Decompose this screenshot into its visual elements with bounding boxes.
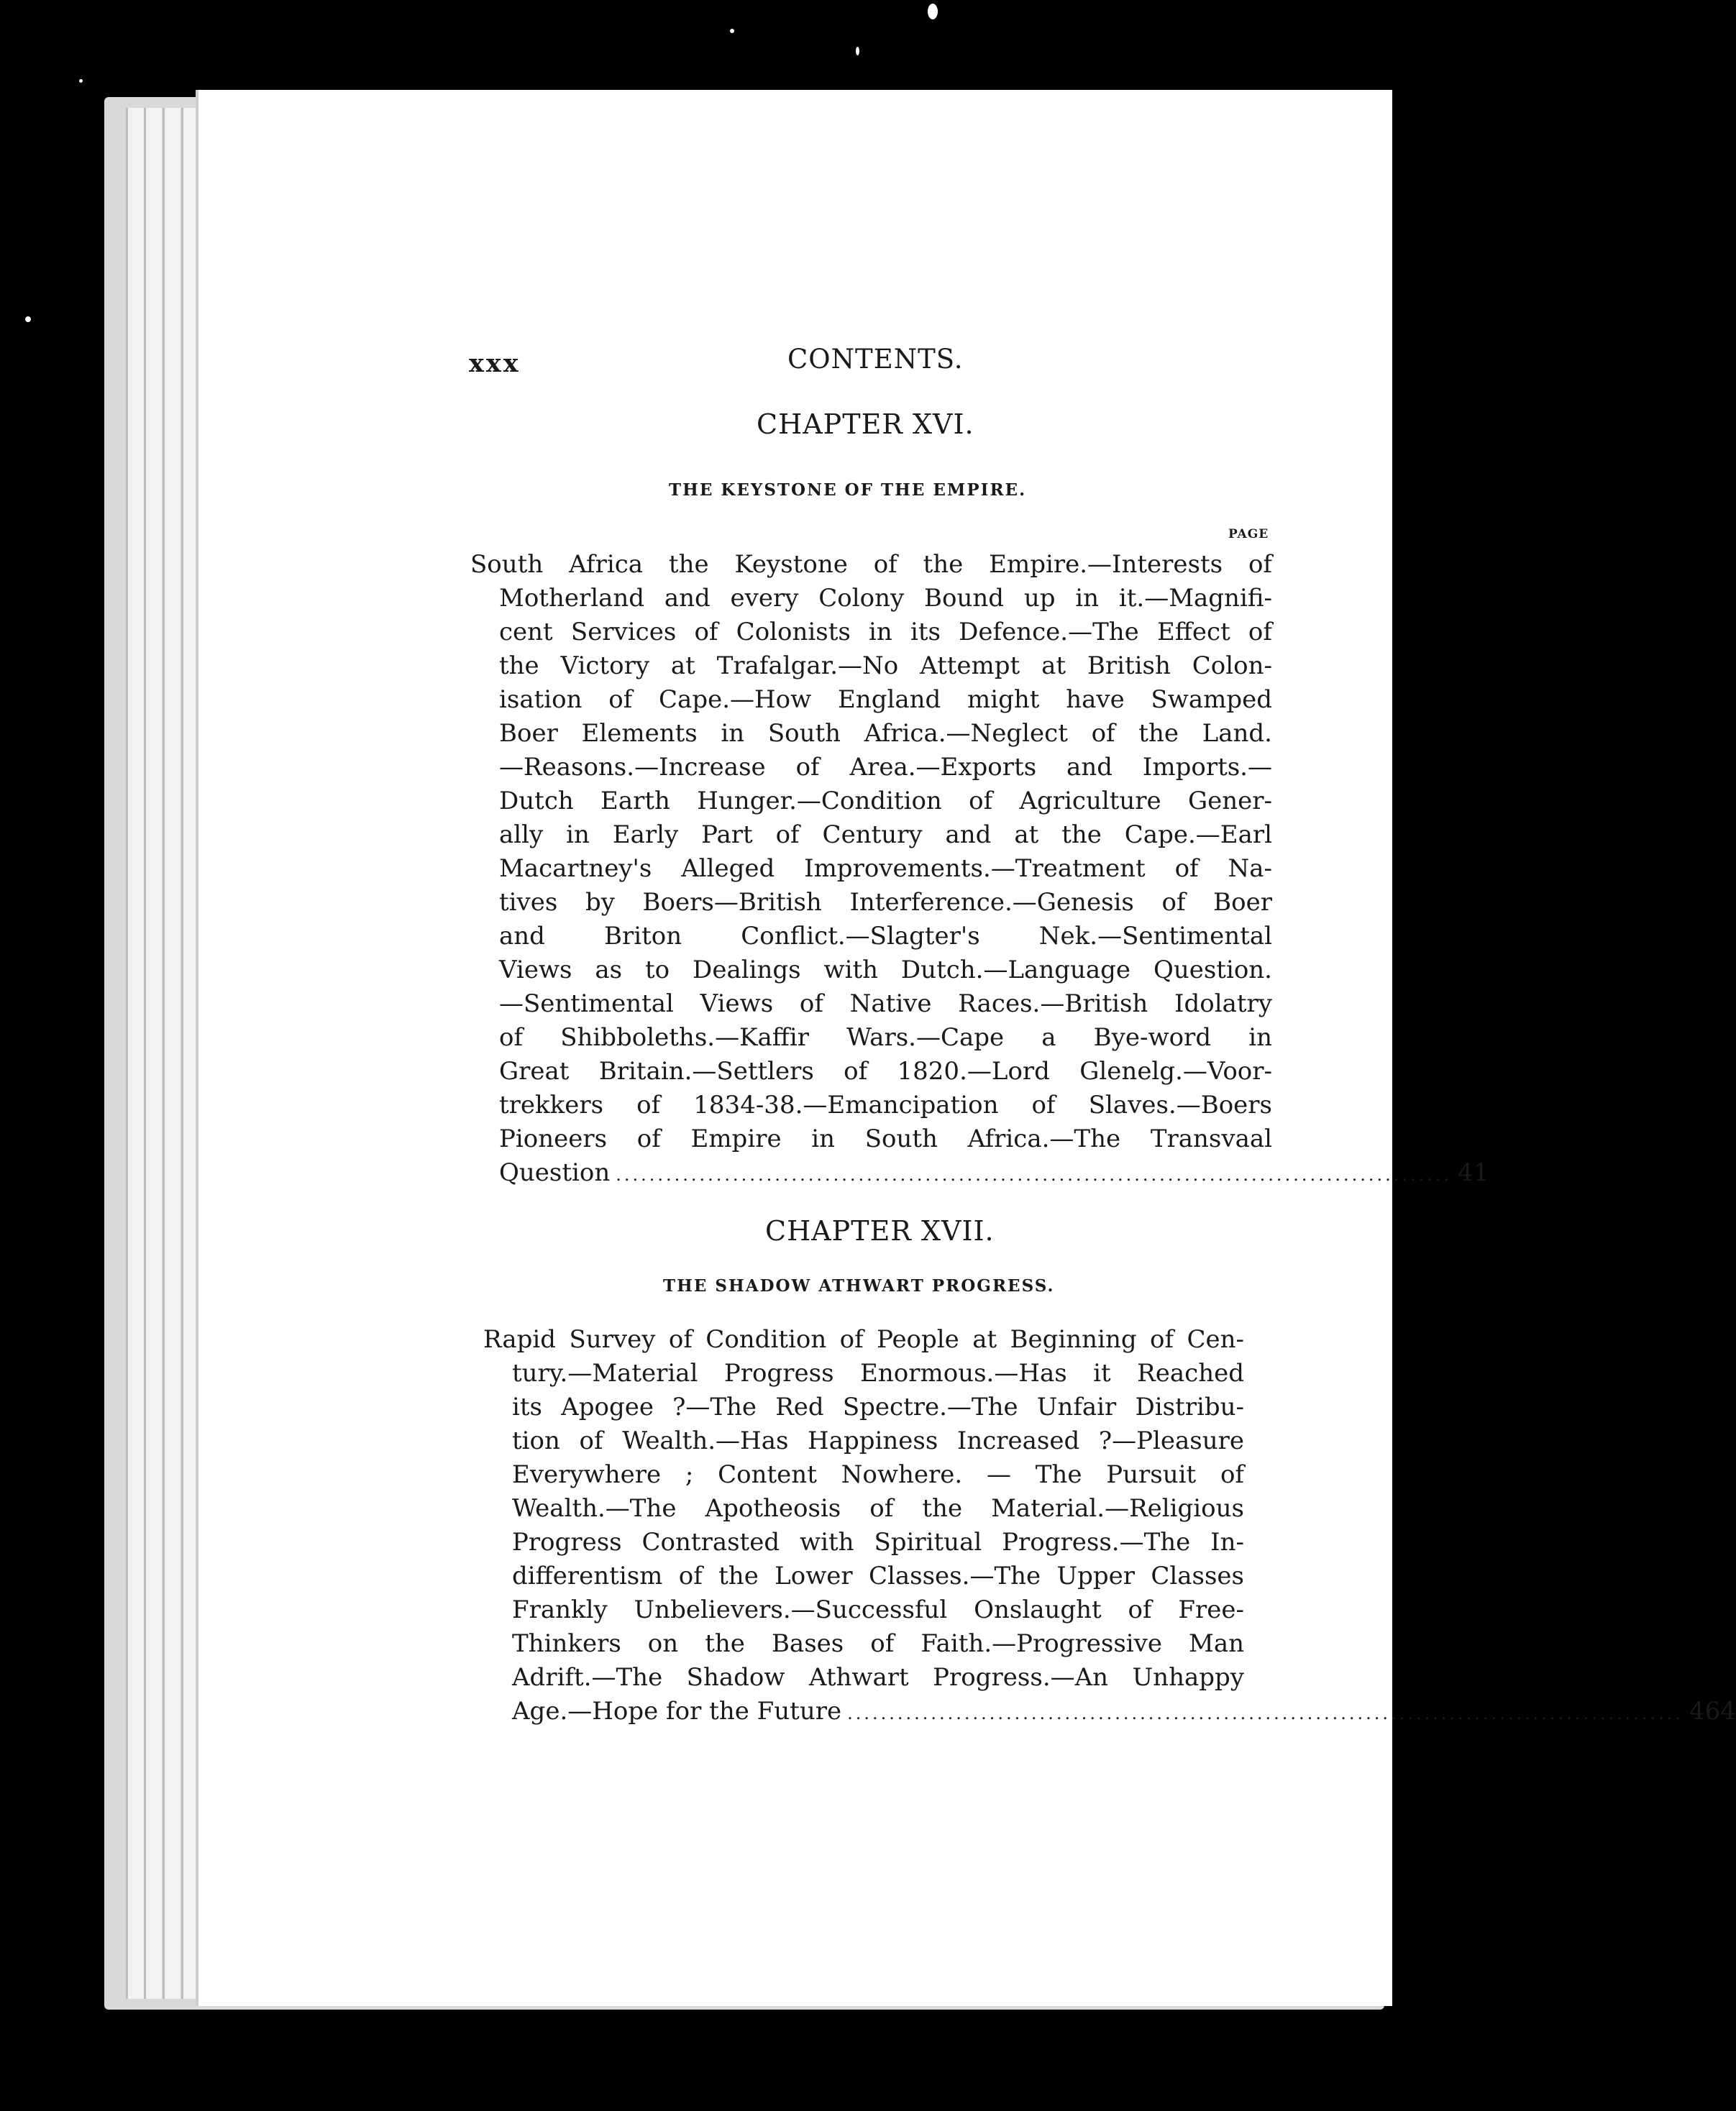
summary-line: ally in Early Part of Century and at the Cape.—Earl: [499, 820, 1272, 849]
page-edge: [163, 108, 181, 1999]
summary-line: Boer Elements in South Africa.—Neglect of the Land.: [499, 719, 1272, 748]
dust-speck: [928, 4, 938, 19]
dust-speck: [730, 29, 734, 33]
dust-speck: [79, 79, 83, 83]
page-edge: [144, 108, 162, 1999]
summary-last-line: [470, 1156, 1489, 1190]
summary-line: its Apogee ?—The Red Spectre.—The Unfair Distribu-: [512, 1393, 1244, 1421]
summary-line: Rapid Survey of Condition of People at Beginning of Cen-: [483, 1325, 1244, 1354]
page-column-label: PAGE: [1228, 527, 1269, 541]
summary-line: trekkers of 1834-38.—Emancipation of Slaves.—Boers: [499, 1091, 1272, 1119]
chapter-summary: [483, 1323, 1736, 1728]
summary-line: tives by Boers—British Interference.—Genesis of Boer: [499, 888, 1272, 917]
page-edge: [126, 108, 144, 1999]
summary-line: tion of Wealth.—Has Happiness Increased ?—Pleasure: [512, 1427, 1244, 1455]
summary-line: isation of Cape.—How England might have Swamped: [499, 685, 1272, 714]
running-head: CONTENTS.: [787, 344, 964, 375]
summary-last-line: [483, 1695, 1736, 1728]
chapter-title: CHAPTER XVII.: [765, 1215, 995, 1247]
summary-line: tury.—Material Progress Enormous.—Has it Reached: [512, 1359, 1244, 1388]
summary-line: South Africa the Keystone of the Empire.—Interests of: [470, 550, 1272, 579]
summary-line: Macartney's Alleged Improvements.—Treatment of Na-: [499, 854, 1272, 883]
chapter-page-number: 464: [1689, 1697, 1736, 1726]
summary-line: Adrift.—The Shadow Athwart Progress.—An Unhappy: [512, 1663, 1244, 1692]
chapter-subtitle: THE KEYSTONE OF THE EMPIRE.: [669, 480, 1027, 500]
summary-line: cent Services of Colonists in its Defence.—The Effect of: [499, 618, 1272, 646]
summary-line: Views as to Dealings with Dutch.—Language Question.: [499, 956, 1272, 984]
summary-line: Question: [499, 1158, 611, 1187]
page-number: xxx: [469, 349, 521, 378]
chapter-subtitle: THE SHADOW ATHWART PROGRESS.: [663, 1276, 1055, 1296]
summary-line: Pioneers of Empire in South Africa.—The Transvaal: [499, 1125, 1272, 1153]
page-edge: [181, 108, 196, 1999]
summary-line: Wealth.—The Apotheosis of the Material.—Religious: [512, 1494, 1244, 1523]
summary-line: Progress Contrasted with Spiritual Progress.—The In-: [512, 1528, 1244, 1557]
summary-line: Motherland and every Colony Bound up in it.—Magnifi-: [499, 584, 1272, 613]
summary-line: Frankly Unbelievers.—Successful Onslaught of Free-: [512, 1595, 1244, 1624]
dust-speck: [25, 316, 31, 322]
summary-line: Everywhere ; Content Nowhere. — The Pursuit of: [512, 1460, 1244, 1489]
dust-speck: [856, 47, 859, 55]
summary-line: Dutch Earth Hunger.—Condition of Agriculture Gener-: [499, 787, 1272, 815]
summary-line: —Reasons.—Increase of Area.—Exports and Imports.—: [499, 753, 1272, 782]
summary-line: —Sentimental Views of Native Races.—British Idolatry: [499, 989, 1272, 1018]
dot-leader: ....................................................................................................: [616, 1165, 1453, 1185]
summary-line: Age.—Hope for the Future: [512, 1697, 842, 1726]
chapter-page-number: 41: [1458, 1158, 1489, 1187]
summary-line: of Shibboleths.—Kaffir Wars.—Cape a Bye-word in: [499, 1023, 1272, 1052]
summary-line: differentism of the Lower Classes.—The Upper Classes: [512, 1562, 1244, 1590]
summary-line: Thinkers on the Bases of Faith.—Progressive Man: [512, 1629, 1244, 1658]
chapter-summary: [470, 548, 1489, 1190]
chapter-title: CHAPTER XVI.: [757, 408, 974, 440]
summary-line: and Briton Conflict.—Slagter's Nek.—Sentimental: [499, 922, 1272, 951]
dot-leader: ....................................................................................................: [847, 1703, 1684, 1723]
summary-line: Great Britain.—Settlers of 1820.—Lord Glenelg.—Voor-: [499, 1057, 1272, 1086]
summary-line: the Victory at Trafalgar.—No Attempt at British Colon-: [499, 651, 1272, 680]
